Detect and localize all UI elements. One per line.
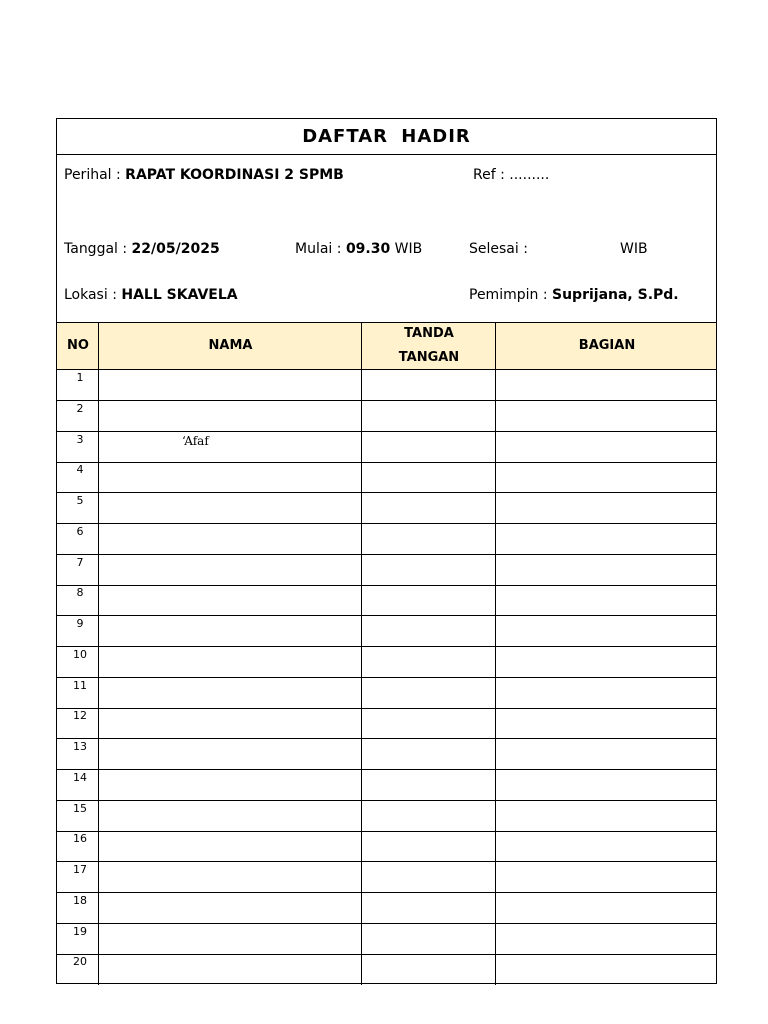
perihal-field xyxy=(64,167,344,183)
table-row xyxy=(57,739,716,770)
table-row xyxy=(57,862,716,893)
table-row xyxy=(57,616,716,647)
table-row xyxy=(57,401,716,432)
header-tanda: TANDA xyxy=(404,326,454,341)
ref-field xyxy=(473,167,549,183)
table-row xyxy=(57,493,716,524)
tanggal-value: 22/05/2025 xyxy=(131,241,220,257)
table-row xyxy=(57,770,716,801)
row-number: 5 xyxy=(76,494,84,507)
row-number: 20 xyxy=(73,955,87,969)
row-number: 7 xyxy=(76,555,84,569)
table-row xyxy=(57,831,716,862)
row-number: 17 xyxy=(73,863,87,876)
mulai-field xyxy=(295,241,422,257)
row-number: 16 xyxy=(73,832,87,846)
row-number: 15 xyxy=(73,801,87,815)
table-row xyxy=(57,801,716,832)
table-row xyxy=(57,432,716,463)
row-number: 18 xyxy=(73,893,87,907)
table-row xyxy=(57,647,716,678)
row-nama: ‘Afaf xyxy=(182,433,209,448)
row-number: 19 xyxy=(73,924,87,938)
ref-value: ......... xyxy=(509,167,550,183)
tanggal-field xyxy=(64,241,220,257)
mulai-value: 09.30 xyxy=(345,241,391,257)
table-body xyxy=(57,370,716,985)
perihal-value: RAPAT KOORDINASI 2 SPMB xyxy=(125,167,344,183)
perihal-label: Perihal : xyxy=(64,167,126,183)
row-number: 6 xyxy=(76,524,84,538)
header-no: NO xyxy=(67,338,89,353)
column-divider xyxy=(361,322,362,985)
row-number: 12 xyxy=(73,709,87,723)
attendance-sheet xyxy=(56,118,717,984)
table-row xyxy=(57,585,716,616)
table-row xyxy=(57,708,716,739)
mulai-unit: WIB xyxy=(390,241,423,257)
ref-label: Ref : xyxy=(473,167,510,183)
pemimpin-label: Pemimpin : xyxy=(469,287,552,303)
pemimpin-field xyxy=(469,287,679,303)
pemimpin-value: Suprijana, S.Pd. xyxy=(552,287,679,303)
row-number: 8 xyxy=(76,586,84,600)
table-row xyxy=(57,893,716,924)
table-row xyxy=(57,524,716,555)
row-number: 13 xyxy=(73,740,87,753)
column-divider xyxy=(495,322,496,985)
mulai-label: Mulai : xyxy=(295,241,346,257)
row-number: 10 xyxy=(73,647,87,661)
table-row xyxy=(57,462,716,493)
header-tanda-tangan xyxy=(362,323,496,369)
table-header xyxy=(57,322,716,370)
lokasi-field xyxy=(64,287,238,303)
row-number: 4 xyxy=(76,463,84,477)
row-number: 14 xyxy=(73,770,87,784)
selesai-label: Selesai : xyxy=(469,241,528,257)
lokasi-label: Lokasi : xyxy=(64,287,122,303)
form-title: DAFTAR HADIR xyxy=(57,119,716,155)
lokasi-value: HALL SKAVELA xyxy=(121,287,238,303)
row-number: 2 xyxy=(76,401,84,415)
table-row xyxy=(57,555,716,586)
table-row xyxy=(57,370,716,401)
tanggal-label: Tanggal : xyxy=(64,241,132,257)
selesai-unit: WIB xyxy=(620,241,648,257)
table-row xyxy=(57,678,716,709)
column-divider xyxy=(98,322,99,985)
table-row xyxy=(57,924,716,955)
table-row xyxy=(57,954,716,985)
header-tangan: TANGAN xyxy=(398,350,460,365)
header-nama: NAMA xyxy=(208,338,253,353)
header-bagian: BAGIAN xyxy=(578,338,636,353)
row-number: 3 xyxy=(76,432,84,446)
row-number: 9 xyxy=(76,617,84,630)
row-number: 11 xyxy=(73,678,87,692)
row-number: 1 xyxy=(76,371,84,384)
